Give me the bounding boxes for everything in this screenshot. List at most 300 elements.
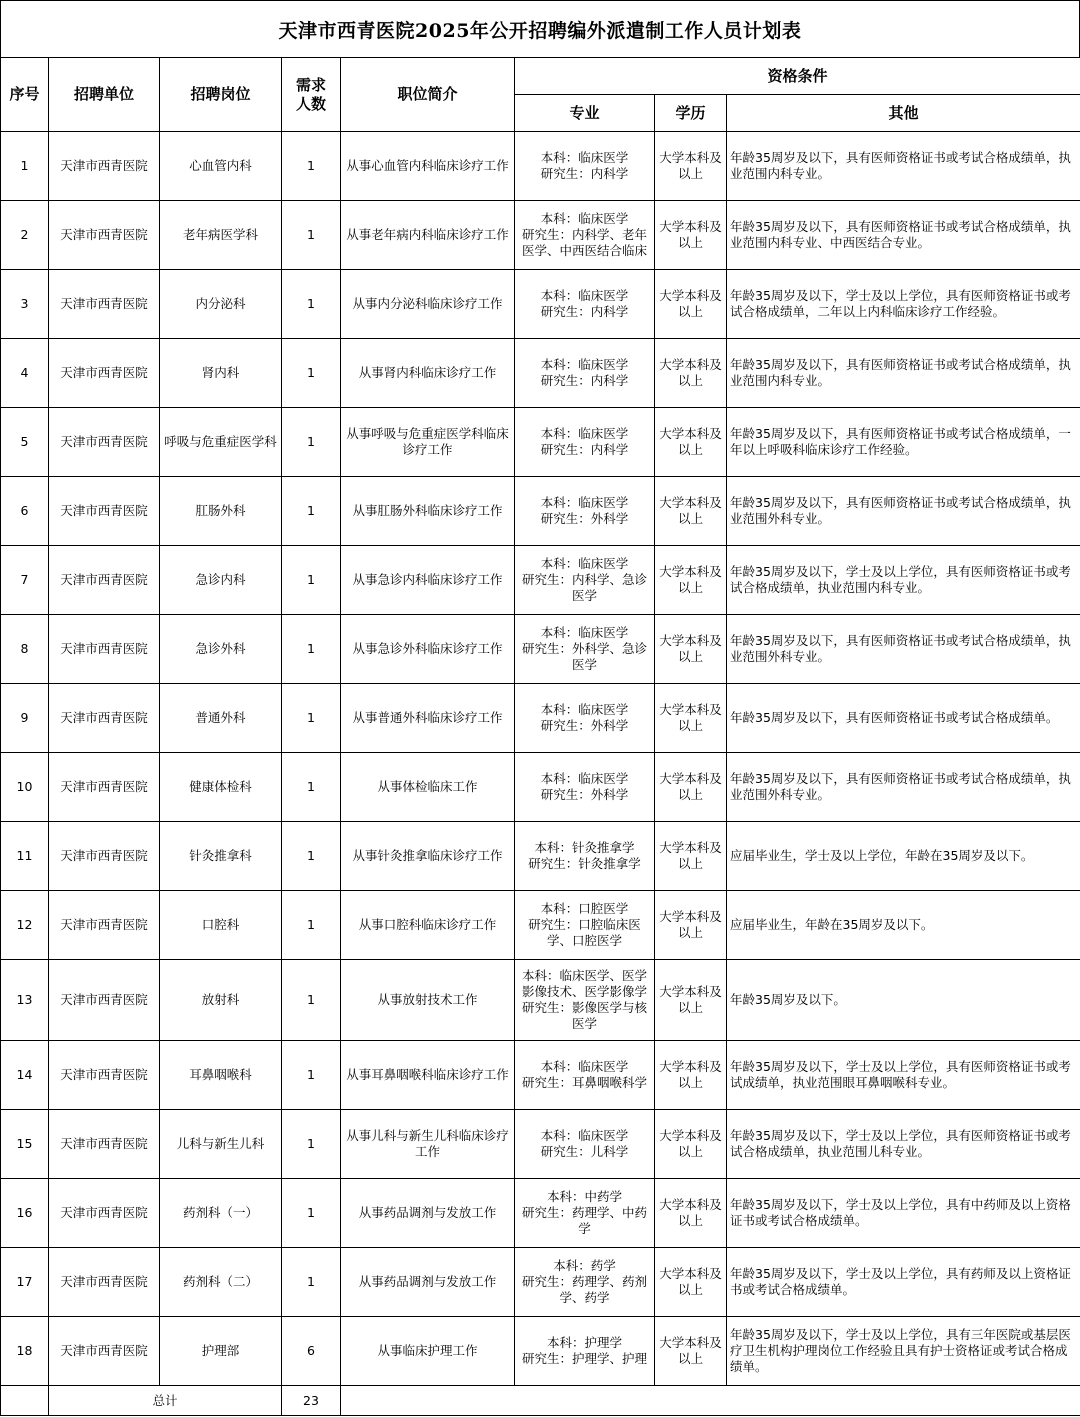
cell-other — [727, 891, 1080, 960]
cell-position-text: 急诊内科 — [195, 572, 246, 587]
recruitment-table — [0, 57, 1080, 1416]
cell-major — [515, 615, 655, 684]
cell-count — [282, 891, 341, 960]
cell-description — [341, 132, 515, 201]
cell-position-text: 内分泌科 — [195, 296, 246, 311]
cell-description-text: 从事放射技术工作 — [377, 992, 478, 1007]
cell-seq — [1, 1317, 49, 1386]
cell-description-text: 从事临床护理工作 — [377, 1343, 478, 1358]
cell-count — [282, 753, 341, 822]
cell-other — [727, 1248, 1080, 1317]
cell-position-text: 肾内科 — [201, 365, 240, 380]
cell-major — [515, 1248, 655, 1317]
cell-description-text: 从事体检临床工作 — [377, 779, 478, 794]
cell-count — [282, 201, 341, 270]
cell-education — [655, 201, 727, 270]
cell-unit — [49, 408, 160, 477]
cell-other — [727, 684, 1080, 753]
table-row — [1, 822, 1080, 891]
header-unit: 招聘单位 — [49, 58, 160, 132]
cell-seq — [1, 1179, 49, 1248]
cell-unit — [49, 270, 160, 339]
cell-description-text: 从事内分泌科临床诊疗工作 — [352, 296, 503, 311]
cell-other-text: 年龄35周岁及以下，学士及以上学位，具有药师及以上资格证书或考试合格成绩单。 — [730, 1266, 1071, 1297]
cell-education-text: 大学本科及以上 — [659, 840, 722, 871]
cell-description — [341, 960, 515, 1041]
cell-description — [341, 1248, 515, 1317]
cell-seq — [1, 1248, 49, 1317]
cell-education-text: 大学本科及以上 — [659, 150, 722, 181]
cell-description — [341, 270, 515, 339]
cell-description — [341, 1179, 515, 1248]
cell-description-text: 从事药品调剂与发放工作 — [358, 1205, 497, 1220]
cell-unit — [49, 339, 160, 408]
cell-unit-text: 天津市西青医院 — [60, 1343, 148, 1358]
table-row — [1, 891, 1080, 960]
cell-major — [515, 822, 655, 891]
cell-education-text: 大学本科及以上 — [659, 909, 722, 940]
cell-other — [727, 408, 1080, 477]
cell-other-text: 年龄35周岁及以下，学士及以上学位，具有医师资格证书或考试合格成绩单，执业范围内科专业。 — [730, 564, 1071, 595]
header-position: 招聘岗位 — [160, 58, 282, 132]
cell-education-text: 大学本科及以上 — [659, 633, 722, 664]
cell-seq-text: 10 — [16, 779, 33, 794]
cell-other-text: 应届毕业生，学士及以上学位，年龄在35周岁及以下。 — [730, 848, 1034, 863]
cell-count-text: 1 — [307, 503, 315, 518]
cell-description-text: 从事急诊外科临床诊疗工作 — [352, 641, 503, 656]
cell-position-text: 针灸推拿科 — [189, 848, 252, 863]
cell-seq — [1, 408, 49, 477]
table-row — [1, 1110, 1080, 1179]
cell-position — [160, 132, 282, 201]
cell-count — [282, 1317, 341, 1386]
cell-other-text: 年龄35周岁及以下，具有医师资格证书或考试合格成绩单，执业范围外科专业。 — [730, 633, 1071, 664]
cell-description-text: 从事儿科与新生儿科临床诊疗工作 — [346, 1128, 509, 1159]
cell-description-text: 从事心血管内科临床诊疗工作 — [346, 158, 509, 173]
cell-seq-text: 14 — [16, 1067, 33, 1082]
cell-education-text: 大学本科及以上 — [659, 1266, 722, 1297]
cell-other — [727, 753, 1080, 822]
cell-description-text: 从事针灸推拿临床诊疗工作 — [352, 848, 503, 863]
cell-seq-text: 11 — [16, 848, 33, 863]
cell-education — [655, 408, 727, 477]
cell-position — [160, 339, 282, 408]
cell-major-text: 本科：临床医学 研究生：内科学 — [540, 357, 629, 388]
cell-education-text: 大学本科及以上 — [659, 1128, 722, 1159]
cell-count-text: 1 — [307, 779, 315, 794]
cell-seq-text: 5 — [20, 434, 29, 449]
table-row — [1, 546, 1080, 615]
table-row — [1, 615, 1080, 684]
table-row — [1, 132, 1080, 201]
cell-count — [282, 546, 341, 615]
cell-count-text: 1 — [307, 1136, 315, 1151]
cell-count-text: 1 — [307, 917, 315, 932]
cell-education-text: 大学本科及以上 — [659, 702, 722, 733]
cell-unit-text: 天津市西青医院 — [60, 503, 148, 518]
cell-seq — [1, 1041, 49, 1110]
cell-seq — [1, 546, 49, 615]
cell-major — [515, 753, 655, 822]
cell-seq — [1, 339, 49, 408]
cell-description — [341, 822, 515, 891]
cell-education — [655, 477, 727, 546]
table-row — [1, 1248, 1080, 1317]
cell-position — [160, 822, 282, 891]
cell-unit — [49, 891, 160, 960]
cell-description — [341, 201, 515, 270]
cell-other-text: 年龄35周岁及以下，具有医师资格证书或考试合格成绩单，一年以上呼吸科临床诊疗工作经验。 — [730, 426, 1071, 457]
total-empty-cell — [341, 1386, 1080, 1416]
cell-seq-text: 7 — [20, 572, 29, 587]
header-row-primary — [1, 58, 1080, 95]
cell-seq — [1, 270, 49, 339]
cell-seq — [1, 822, 49, 891]
cell-major — [515, 1110, 655, 1179]
cell-position-text: 护理部 — [201, 1343, 240, 1358]
cell-seq-text: 8 — [20, 641, 29, 656]
cell-education — [655, 891, 727, 960]
header-seq: 序号 — [1, 58, 49, 132]
cell-unit-text: 天津市西青医院 — [60, 1274, 148, 1289]
cell-education — [655, 1110, 727, 1179]
cell-unit-text: 天津市西青医院 — [60, 572, 148, 587]
cell-count-text: 1 — [307, 710, 315, 725]
cell-education-text: 大学本科及以上 — [659, 984, 722, 1015]
cell-major-text: 本科：临床医学 研究生：外科学、急诊医学 — [521, 625, 647, 672]
table-row — [1, 960, 1080, 1041]
cell-position — [160, 1248, 282, 1317]
cell-description-text: 从事呼吸与危重症医学科临床诊疗工作 — [346, 426, 509, 457]
cell-major — [515, 546, 655, 615]
cell-position — [160, 1179, 282, 1248]
cell-seq — [1, 684, 49, 753]
cell-major-text: 本科：护理学 研究生：护理学、护理 — [521, 1335, 647, 1366]
cell-description — [341, 1110, 515, 1179]
cell-other — [727, 615, 1080, 684]
cell-count — [282, 408, 341, 477]
cell-other — [727, 132, 1080, 201]
cell-major-text: 本科：口腔医学 研究生：口腔临床医学、口腔医学 — [528, 901, 641, 948]
total-row — [1, 1386, 1080, 1416]
cell-education-text: 大学本科及以上 — [659, 771, 722, 802]
cell-other — [727, 822, 1080, 891]
cell-description-text: 从事肾内科临床诊疗工作 — [358, 365, 497, 380]
cell-education — [655, 615, 727, 684]
total-count: 23 — [282, 1386, 341, 1416]
cell-other-text: 年龄35周岁及以下，具有医师资格证书或考试合格成绩单，执业范围外科专业。 — [730, 495, 1071, 526]
cell-count-text: 1 — [307, 992, 315, 1007]
cell-count — [282, 477, 341, 546]
cell-seq-text: 15 — [16, 1136, 33, 1151]
cell-unit-text: 天津市西青医院 — [60, 365, 148, 380]
cell-education-text: 大学本科及以上 — [659, 564, 722, 595]
cell-major-text: 本科：中药学 研究生：药理学、中药学 — [521, 1189, 647, 1236]
cell-seq — [1, 960, 49, 1041]
cell-count — [282, 1110, 341, 1179]
cell-major-text: 本科：临床医学 研究生：内科学 — [540, 288, 629, 319]
cell-seq-text: 12 — [16, 917, 33, 932]
cell-education — [655, 1317, 727, 1386]
cell-education — [655, 1041, 727, 1110]
header-count — [282, 58, 341, 132]
cell-unit — [49, 546, 160, 615]
total-label: 总计 — [49, 1386, 282, 1416]
cell-position-text: 呼吸与危重症医学科 — [164, 434, 277, 449]
cell-count-text: 1 — [307, 1205, 315, 1220]
cell-count-text: 1 — [307, 158, 315, 173]
cell-count-text: 1 — [307, 641, 315, 656]
cell-major — [515, 408, 655, 477]
cell-seq-text: 4 — [20, 365, 29, 380]
cell-position-text: 耳鼻咽喉科 — [189, 1067, 252, 1082]
cell-unit-text: 天津市西青医院 — [60, 848, 148, 863]
cell-count — [282, 615, 341, 684]
cell-count — [282, 1041, 341, 1110]
cell-education-text: 大学本科及以上 — [659, 495, 722, 526]
cell-position — [160, 753, 282, 822]
cell-count — [282, 684, 341, 753]
cell-education-text: 大学本科及以上 — [659, 1335, 722, 1366]
cell-unit-text: 天津市西青医院 — [60, 641, 148, 656]
cell-other — [727, 1110, 1080, 1179]
total-seq-cell — [1, 1386, 49, 1416]
cell-major-text: 本科：针灸推拿学 研究生：针灸推拿学 — [528, 840, 641, 871]
cell-education — [655, 753, 727, 822]
cell-position — [160, 960, 282, 1041]
cell-description — [341, 684, 515, 753]
header-qualifications: 资格条件 — [515, 58, 1080, 95]
cell-seq-text: 13 — [16, 992, 33, 1007]
page-title: 天津市西青医院2025年公开招聘编外派遣制工作人员计划表 — [0, 0, 1080, 58]
cell-other-text: 年龄35周岁及以下，学士及以上学位，具有医师资格证书或考试合格成绩单，二年以上内科临床诊疗工作经验。 — [730, 288, 1071, 319]
cell-seq — [1, 1110, 49, 1179]
cell-other — [727, 1179, 1080, 1248]
cell-position — [160, 1041, 282, 1110]
cell-major-text: 本科：临床医学 研究生：耳鼻咽喉科学 — [521, 1059, 647, 1090]
cell-seq — [1, 132, 49, 201]
cell-count-text: 1 — [307, 1067, 315, 1082]
cell-education — [655, 960, 727, 1041]
cell-other-text: 年龄35周岁及以下，具有医师资格证书或考试合格成绩单，执业范围外科专业。 — [730, 771, 1071, 802]
cell-education-text: 大学本科及以上 — [659, 1197, 722, 1228]
cell-other-text: 年龄35周岁及以下，学士及以上学位，具有中药师及以上资格证书或考试合格成绩单。 — [730, 1197, 1071, 1228]
cell-unit-text: 天津市西青医院 — [60, 917, 148, 932]
cell-major-text: 本科：临床医学 研究生：外科学 — [540, 702, 629, 733]
table-row — [1, 1179, 1080, 1248]
cell-position — [160, 477, 282, 546]
cell-other — [727, 477, 1080, 546]
cell-count-text: 1 — [307, 1274, 315, 1289]
cell-major — [515, 684, 655, 753]
cell-position-text: 急诊外科 — [195, 641, 246, 656]
cell-count-text: 1 — [307, 848, 315, 863]
header-description: 职位简介 — [341, 58, 515, 132]
cell-count — [282, 822, 341, 891]
header-other: 其他 — [727, 95, 1080, 132]
cell-major — [515, 960, 655, 1041]
table-row — [1, 477, 1080, 546]
cell-position — [160, 546, 282, 615]
cell-unit-text: 天津市西青医院 — [60, 992, 148, 1007]
cell-description-text: 从事急诊内科临床诊疗工作 — [352, 572, 503, 587]
cell-description-text: 从事药品调剂与发放工作 — [358, 1274, 497, 1289]
cell-major-text: 本科：临床医学 研究生：内科学、老年医学、中西医结合临床 — [521, 211, 647, 258]
cell-other-text: 年龄35周岁及以下。 — [730, 992, 846, 1007]
cell-education — [655, 1179, 727, 1248]
cell-count-text: 1 — [307, 365, 315, 380]
cell-unit — [49, 822, 160, 891]
cell-position-text: 普通外科 — [195, 710, 246, 725]
cell-unit — [49, 753, 160, 822]
cell-unit-text: 天津市西青医院 — [60, 227, 148, 242]
cell-seq — [1, 753, 49, 822]
cell-position — [160, 615, 282, 684]
cell-seq-text: 1 — [20, 158, 29, 173]
cell-seq — [1, 477, 49, 546]
cell-seq — [1, 615, 49, 684]
cell-other-text: 年龄35周岁及以下，具有医师资格证书或考试合格成绩单。 — [730, 710, 1059, 725]
cell-education-text: 大学本科及以上 — [659, 426, 722, 457]
table-row — [1, 201, 1080, 270]
cell-major-text: 本科：临床医学 研究生：内科学 — [540, 426, 629, 457]
cell-description — [341, 1317, 515, 1386]
cell-education — [655, 339, 727, 408]
cell-other-text: 年龄35周岁及以下，学士及以上学位，具有三年医院或基层医疗卫生机构护理岗位工作经验且具有护士资格证或考试合格成绩单。 — [730, 1327, 1071, 1374]
cell-count-text: 6 — [307, 1343, 315, 1358]
cell-position-text: 健康体检科 — [189, 779, 252, 794]
cell-major-text: 本科：临床医学 研究生：外科学 — [540, 771, 629, 802]
cell-major — [515, 132, 655, 201]
cell-other-text: 年龄35周岁及以下，具有医师资格证书或考试合格成绩单，执业范围内科专业。 — [730, 150, 1071, 181]
cell-education — [655, 546, 727, 615]
cell-count — [282, 1248, 341, 1317]
cell-seq-text: 6 — [20, 503, 29, 518]
cell-other-text: 年龄35周岁及以下，学士及以上学位，具有医师资格证书或考试合格成绩单，执业范围儿科专业。 — [730, 1128, 1071, 1159]
table-row — [1, 1041, 1080, 1110]
cell-seq-text: 2 — [20, 227, 29, 242]
cell-position — [160, 684, 282, 753]
cell-position — [160, 1317, 282, 1386]
cell-unit — [49, 684, 160, 753]
cell-seq-text: 17 — [16, 1274, 33, 1289]
cell-education-text: 大学本科及以上 — [659, 357, 722, 388]
cell-major — [515, 1179, 655, 1248]
cell-unit — [49, 615, 160, 684]
cell-unit-text: 天津市西青医院 — [60, 296, 148, 311]
cell-other-text: 年龄35周岁及以下，具有医师资格证书或考试合格成绩单，执业范围内科专业。 — [730, 357, 1071, 388]
cell-count-text: 1 — [307, 572, 315, 587]
cell-description-text: 从事老年病内科临床诊疗工作 — [346, 227, 509, 242]
cell-count-text: 1 — [307, 434, 315, 449]
table-row — [1, 1317, 1080, 1386]
cell-major — [515, 1041, 655, 1110]
header-major: 专业 — [515, 95, 655, 132]
cell-position-text: 心血管内科 — [189, 158, 252, 173]
cell-unit-text: 天津市西青医院 — [60, 158, 148, 173]
cell-other-text: 年龄35周岁及以下，具有医师资格证书或考试合格成绩单，执业范围内科专业、中西医结合专业。 — [730, 219, 1071, 250]
cell-count — [282, 960, 341, 1041]
cell-count-text: 1 — [307, 296, 315, 311]
cell-major-text: 本科：临床医学 研究生：内科学 — [540, 150, 629, 181]
cell-unit-text: 天津市西青医院 — [60, 434, 148, 449]
cell-major-text: 本科：临床医学 研究生：儿科学 — [540, 1128, 629, 1159]
cell-major — [515, 270, 655, 339]
cell-description-text: 从事口腔科临床诊疗工作 — [358, 917, 497, 932]
cell-position-text: 肛肠外科 — [195, 503, 246, 518]
cell-major — [515, 201, 655, 270]
cell-position-text: 药剂科（一） — [182, 1205, 258, 1220]
cell-unit — [49, 960, 160, 1041]
cell-other — [727, 1317, 1080, 1386]
cell-unit — [49, 1317, 160, 1386]
cell-education-text: 大学本科及以上 — [659, 288, 722, 319]
cell-unit — [49, 1179, 160, 1248]
cell-other — [727, 270, 1080, 339]
cell-seq-text: 3 — [20, 296, 29, 311]
cell-count-text: 1 — [307, 227, 315, 242]
cell-unit-text: 天津市西青医院 — [60, 1205, 148, 1220]
table-body — [1, 132, 1080, 1386]
cell-description-text: 从事普通外科临床诊疗工作 — [352, 710, 503, 725]
cell-seq — [1, 891, 49, 960]
cell-education-text: 大学本科及以上 — [659, 219, 722, 250]
cell-unit — [49, 1248, 160, 1317]
cell-major — [515, 339, 655, 408]
cell-unit — [49, 1110, 160, 1179]
cell-description — [341, 1041, 515, 1110]
cell-other-text: 应届毕业生，年龄在35周岁及以下。 — [730, 917, 934, 932]
cell-major-text: 本科：临床医学 研究生：内科学、急诊医学 — [521, 556, 647, 603]
cell-description — [341, 339, 515, 408]
cell-position-text: 放射科 — [201, 992, 240, 1007]
cell-position — [160, 201, 282, 270]
header-count-text: 需求人数 — [295, 75, 326, 113]
cell-position — [160, 1110, 282, 1179]
cell-major — [515, 1317, 655, 1386]
cell-seq-text: 9 — [20, 710, 29, 725]
cell-other — [727, 201, 1080, 270]
cell-education-text: 大学本科及以上 — [659, 1059, 722, 1090]
cell-seq — [1, 201, 49, 270]
cell-description-text: 从事耳鼻咽喉科临床诊疗工作 — [346, 1067, 509, 1082]
cell-position-text: 儿科与新生儿科 — [176, 1136, 265, 1151]
cell-major-text: 本科：临床医学、医学影像技术、医学影像学 研究生：影像医学与核医学 — [521, 968, 647, 1031]
cell-seq-text: 18 — [16, 1343, 33, 1358]
cell-major-text: 本科：药学 研究生：药理学、药剂学、药学 — [521, 1258, 647, 1305]
cell-position-text: 老年病医学科 — [182, 227, 258, 242]
table-row — [1, 684, 1080, 753]
cell-position — [160, 408, 282, 477]
cell-education — [655, 684, 727, 753]
cell-unit-text: 天津市西青医院 — [60, 779, 148, 794]
cell-other — [727, 339, 1080, 408]
cell-count — [282, 1179, 341, 1248]
cell-seq-text: 16 — [16, 1205, 33, 1220]
cell-description-text: 从事肛肠外科临床诊疗工作 — [352, 503, 503, 518]
cell-description — [341, 408, 515, 477]
cell-education — [655, 270, 727, 339]
cell-position-text: 口腔科 — [201, 917, 240, 932]
cell-description — [341, 891, 515, 960]
cell-unit — [49, 1041, 160, 1110]
table-row — [1, 408, 1080, 477]
header-education: 学历 — [655, 95, 727, 132]
cell-unit-text: 天津市西青医院 — [60, 1136, 148, 1151]
cell-other — [727, 960, 1080, 1041]
table-row — [1, 270, 1080, 339]
cell-other — [727, 1041, 1080, 1110]
